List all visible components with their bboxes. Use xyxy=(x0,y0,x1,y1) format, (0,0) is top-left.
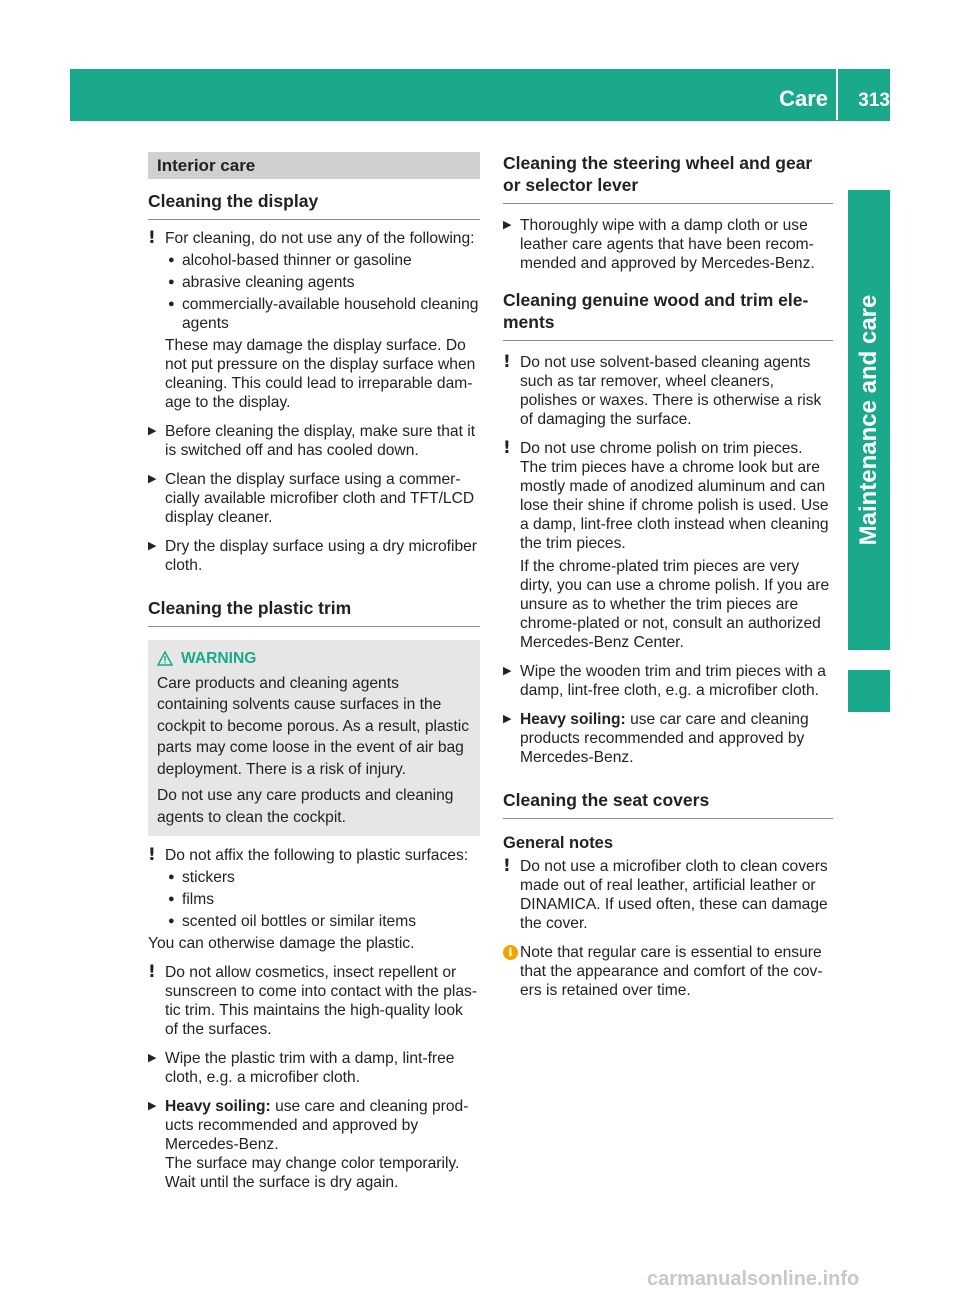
side-tab-label: Maintenance and care xyxy=(855,294,882,546)
arrow-right-icon: ▶ xyxy=(503,219,512,231)
instruction-step: ▶ Heavy soiling: use car care and cleaning products recommended and approved by Mercedes-Benz. xyxy=(503,711,809,766)
plastic-notice: ! Do not affix the following to plastic surfaces: xyxy=(148,845,469,865)
wood-notice: ! Do not use chrome polish on trim pieces. The trim pieces have a chrome look but are mostly made of anodized aluminum and can lose their shine if chrome polish is used. Use a damp, lint-free cloth instead when cleaning the trim pieces. xyxy=(503,438,829,552)
info-icon: i xyxy=(503,945,518,960)
list-item: ● abrasive cleaning agents xyxy=(168,274,355,291)
side-tab-marker xyxy=(848,670,890,712)
exclamation-icon: ! xyxy=(503,352,511,372)
list-item: ● scented oil bottles or similar items xyxy=(168,913,416,930)
list-item: ● alcohol-based thinner or gasoline xyxy=(168,252,412,269)
instruction-step: ▶ Wipe the plastic trim with a damp, lint-free cloth, e.g. a microfiber cloth. xyxy=(148,1050,455,1086)
section-band: Interior care xyxy=(148,152,480,179)
page-number: 313 xyxy=(858,90,890,111)
warning-text: Do not use any care products and cleaning agents to clean the cockpit. xyxy=(157,787,454,826)
display-heading: Cleaning the display xyxy=(148,190,480,220)
notice-followup: You can otherwise damage the plastic. xyxy=(148,935,415,952)
arrow-right-icon: ▶ xyxy=(148,425,157,437)
bullet-icon: ● xyxy=(168,915,175,927)
list-item: ● films xyxy=(168,891,215,908)
exclamation-icon: ! xyxy=(148,845,156,865)
notice-followup: These may damage the display surface. Do not put pressure on the display surface when cleaning. This could lead to irreparable damage to the display. xyxy=(165,337,476,411)
plastic-notice: ! Do not allow cosmetics, insect repellent or sunscreen to come into contact with the plastic trim. This maintains the high-quality look of the surfaces. xyxy=(148,962,478,1038)
warning-triangle-icon xyxy=(157,651,173,666)
plastic-heading: Cleaning the plastic trim xyxy=(148,597,480,627)
wood-heading: Cleaning genuine wood and trim elements xyxy=(503,289,833,341)
instruction-step: ▶ Clean the display surface using a commercially available microfiber cloth and TFT/LCD display cleaner. xyxy=(148,471,475,526)
warning-text: Care products and cleaning agents containing solvents cause surfaces in the cockpit to become porous. As a result, plastic parts may come loose in the event of air bag deployment. There is a risk of injury. xyxy=(157,674,470,778)
instruction-step: ▶ Before cleaning the display, make sure that it is switched off and has cooled down. xyxy=(148,423,476,459)
bullet-icon: ● xyxy=(168,893,175,905)
wood-notice: ! Do not use solvent-based cleaning agents such as tar remover, wheel cleaners, polishes or waxes. There is otherwise a risk of damaging the surface. xyxy=(503,352,822,428)
exclamation-icon: ! xyxy=(148,228,156,248)
exclamation-icon: ! xyxy=(503,856,511,876)
list-item: ● stickers xyxy=(168,869,235,886)
list-item: ● commercially-available household cleaning agents xyxy=(168,296,479,332)
warning-header xyxy=(157,648,471,670)
general-notes-heading: General notes xyxy=(503,834,614,852)
seat-notice: ! Do not use a microfiber cloth to clean covers made out of real leather, artificial leather or DINAMICA. If used often, these can damage the cover. xyxy=(503,856,828,932)
arrow-right-icon: ▶ xyxy=(148,1100,157,1112)
arrow-right-icon: ▶ xyxy=(148,473,157,485)
bullet-icon: ● xyxy=(168,276,175,288)
footer-watermark: carmanualsonline.info xyxy=(647,1268,860,1290)
arrow-right-icon: ▶ xyxy=(148,1052,157,1064)
arrow-right-icon: ▶ xyxy=(503,713,512,725)
instruction-step: ▶ Heavy soiling: use care and cleaning products recommended and approved by Mercedes-Benz. The surface may change color temporarily. Wait until the surface is dry again. xyxy=(148,1098,469,1191)
section-title: Care xyxy=(779,86,828,111)
seat-heading: Cleaning the seat covers xyxy=(503,789,833,819)
exclamation-icon: ! xyxy=(148,962,156,982)
notice-followup: If the chrome-plated trim pieces are very dirty, you can use a chrome polish. If you are unsure as to whether the trim pieces are chrome-plated or not, consult an authorized Mercedes-Benz Center. xyxy=(520,558,830,651)
bullet-icon: ● xyxy=(168,254,175,266)
arrow-right-icon: ▶ xyxy=(503,665,512,677)
arrow-right-icon: ▶ xyxy=(148,540,157,552)
left-column xyxy=(148,152,480,1202)
header-bar xyxy=(70,69,890,121)
instruction-step: ▶ Dry the display surface using a dry microfiber cloth. xyxy=(148,538,477,574)
steering-heading: Cleaning the steering wheel and gear or selector lever xyxy=(503,152,833,204)
instruction-step: ▶ Wipe the wooden trim and trim pieces with a damp, lint-free cloth, e.g. a microfiber cloth. xyxy=(503,663,826,699)
bullet-icon: ● xyxy=(168,298,175,310)
warning-box xyxy=(148,640,480,836)
seat-info: i Note that regular care is essential to ensure that the appearance and comfort of the covers is retained over time. xyxy=(503,943,833,1000)
display-notice: ! For cleaning, do not use any of the following: xyxy=(148,228,475,248)
right-column xyxy=(503,152,833,1003)
instruction-step: ▶ Thoroughly wipe with a damp cloth or use leather care agents that have been recommended and approved by Mercedes-Benz. xyxy=(503,217,815,272)
header-divider xyxy=(836,68,838,120)
warning-title: WARNING xyxy=(181,650,257,667)
bullet-icon: ● xyxy=(168,871,175,883)
exclamation-icon: ! xyxy=(503,438,511,458)
